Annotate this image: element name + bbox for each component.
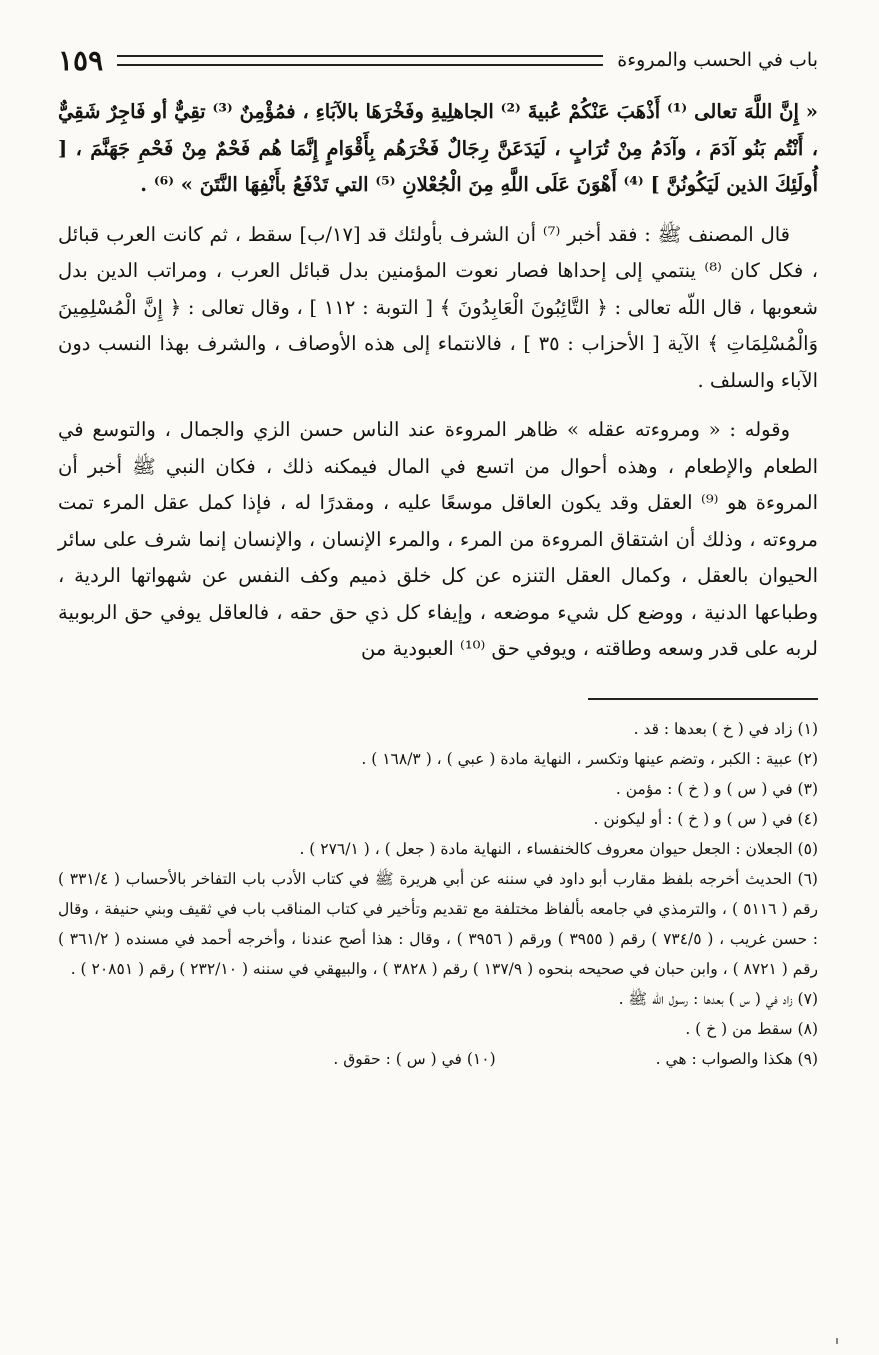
footnote: (١٠) في ( س ) : حقوق . [333, 1049, 496, 1068]
hadith-paragraph: « إِنَّ اللَّهَ تعالى ⁽¹⁾ أَذْهَبَ عَنْكُمْ عُبيةَ ⁽²⁾ الجاهلِيةِ وفَخْرَهَا بالآبَاءِ ، فمُؤْمِنٌ ⁽³⁾ تقِيٌّ أو فَاجِرٌ شَقِيٌّ ، أَنْتُم بَنُو آدَمَ ، وآدَمُ مِنْ تُرَابٍ ، لَيَدَعَنَّ رِجَالٌ فَخْرَهُم بِأَقْوَامٍ إِنَّمَا هُم فَحْمٌ مِنْ فَحْمِ جَهَنَّمَ ، [ أُولَئِكَ الذين لَيَكُونُنَّ ] ⁽⁴⁾ أَهْوَنَ عَلَى اللَّهِ مِنَ الْجُعْلانِ ⁽⁵⁾ التي تَدْفَعُ بأَنْفِهَا النَّتَنَ » ⁽⁶⁾ . [58, 100, 818, 196]
footnote: (٥) الجعلان : الجعل حيوان معروف كالخنفساء ، النهاية مادة ( جعل ) ، ( ٢٧٦/١ ) . [299, 839, 818, 858]
footnotes [58, 714, 818, 1074]
commentary-paragraph: قال المصنف ﷺ : فقد أخبر ⁽⁷⁾ أن الشرف بأولئك قد [١٧/ب] سقط ، ثم كانت العرب قبائل ، فكل كان ⁽⁸⁾ ينتمي إلى إحداها فصار نعوت المؤمنين بدل قبائل العرب ، ومراتب الدين بدل شعوبها ، قال اللّه تعالى : ﴿ التَّائِبُونَ الْعَابِدُونَ ﴾ [ التوبة : ١١٢ ] ، وقال تعالى : ﴿ إِنَّ الْمُسْلِمِينَ وَالْمُسْلِمَاتِ ﴾ الآية [ الأحزاب : ٣٥ ] ، فالانتماء إلى هذه الأوصاف ، والشرف بهذا النسب دون الآباء والسلف . [58, 222, 818, 392]
footnote: (٧) زاد في ( س ) بعدها : رسول اللّه ﷺ . [618, 989, 818, 1008]
page-header [58, 40, 818, 80]
header-rule [117, 55, 603, 66]
footnote: (٢) عبية : الكبر ، وتضم عينها وتكسر ، النهاية مادة ( عبي ) ، ( ١٦٨/٣ ) . [361, 749, 818, 768]
page-number: ١٥٩ [58, 43, 104, 77]
footnote-row [58, 1044, 818, 1074]
footnote-separator [588, 698, 818, 700]
footnote: (٤) في ( س ) و ( خ ) : أو ليكونن . [593, 809, 818, 828]
page [58, 40, 818, 1074]
footnote: (١) زاد في ( خ ) بعدها : قد . [633, 719, 818, 738]
main-text [58, 94, 818, 668]
running-title: باب في الحسب والمروءة [617, 49, 818, 71]
footnote: (٩) هكذا والصواب : هي . [655, 1049, 818, 1068]
footnote: (٦) الحديث أخرجه بلفظ مقارب أبو داود في سننه عن أبي هريرة ﷺ في كتاب الأدب باب التفاخر بالأحساب ( ٣٣١/٤ ) رقم ( ٥١١٦ ) ، والترمذي في جامعه بألفاظ مختلفة مع تقديم وتأخير في كتاب المناقب باب في ثقيف وبني حنيفة ، وقال : حسن غريب ، ( ٧٣٤/٥ ) رقم ( ٣٩٥٥ ) ورقم ( ٣٩٥٦ ) ، وقال : هذا أصح عندنا ، وأخرجه أحمد في مسنده ( ٣٦١/٢ ) رقم ( ٨٧٢١ ) ، وابن حبان في صحيحه بنحوه ( ١٣٧/٩ ) رقم ( ٣٨٢٨ ) ، والبيهقي في سننه ( ٢٣٢/١٠ ) رقم ( ٢٠٨٥١ ) . [58, 869, 818, 978]
commentary-paragraph: وقوله : « ومروءته عقله » ظاهر المروءة عند الناس حسن الزي والجمال ، والتوسع في الطعام والإطعام ، وهذه أحوال من اتسع في المال فيمكنه ذلك ، فكان النبي ﷺ أخبر أن المروءة هو ⁽⁹⁾ العقل وقد يكون العاقل موسعًا عليه ، ومقدرًا له ، فإذا كمل عقل المرء تمت مروءته ، وذلك أن اشتقاق المروءة من المرء ، والمرء الإنسان ، والإنسان إنما شرف على سائر الحيوان بالعقل ، وكمال العقل التنزه عن كل خلق ذميم وكف النفس عن شهواتها الردية ، وطباعها الدنية ، ووضع كل شيء موضعه ، وإيفاء كل ذي حق حقه ، فالعاقل يوفي حق الربوبية لربه على قدر وسعه وطاقته ، ويوفي حق ⁽¹⁰⁾ العبودية من [58, 418, 818, 660]
footnote: (٨) سقط من ( خ ) . [685, 1019, 818, 1038]
footnote: (٣) في ( س ) و ( خ ) : مؤمن . [615, 779, 818, 798]
page-mark [836, 1338, 838, 1344]
